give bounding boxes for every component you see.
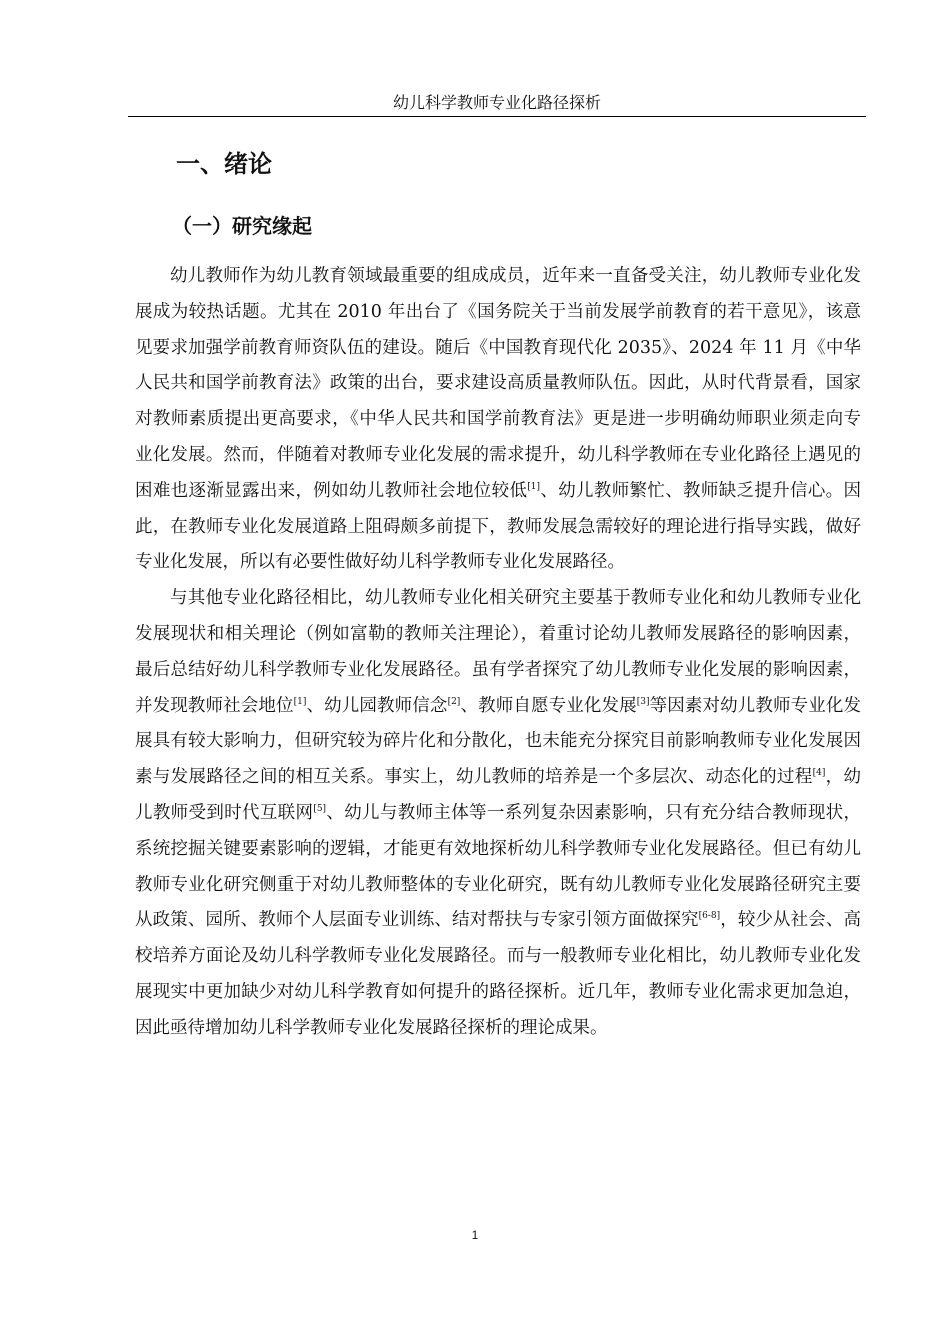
citation-ref: [5] [313,804,327,815]
body-text [135,259,861,1047]
paragraph-text: 与其他专业化路径相比，幼儿教师专业化相关研究主要基于教师专业化和幼儿教师专业化发展现状和相关理论（例如富勒的教师关注理论），着重讨论幼儿教师发展路径的影响因素，最后总结好幼儿科学教师专业化发展路径。虽有学者探究了幼儿教师专业化发展的影响因素，并发现教师社会地位 [135,588,861,716]
paragraph-text: 等因素对幼儿教师专业化发展具有较大影响力，但研究较为碎片化和分散化，也未能充分探究目前影响教师专业化发展因素与发展路径之间的相互关系。事实上，幼儿教师的培养是一个多层次、动态化的过程 [135,695,862,788]
citation-ref: [6-8] [698,911,721,922]
running-header: 幼儿科学教师专业化路径探析 [128,92,866,117]
paragraph-text: 、幼儿与教师主体等一系列复杂因素影响，只有充分结合教师现状，系统挖掘关键要素影响的逻辑，才能更有效地探析幼儿科学教师专业化发展路径。但已有幼儿教师专业化研究侧重于对幼儿教师整体的专业化研究，既有幼儿教师专业化发展路径研究主要从政策、园所、教师个人层面专业训练、结对帮扶与专家引领方面做探究 [135,802,861,931]
citation-ref: [1] [293,696,307,707]
citation-ref: [3] [636,696,650,707]
paragraph-text: 、幼儿园教师信念 [306,695,448,716]
paragraph-text: 、教师自愿专业化发展 [460,695,637,716]
paragraph-text: ，幼儿教师受到时代互联网 [135,767,862,823]
citation-ref: [4] [812,768,826,779]
page-number: 1 [471,1228,479,1242]
paragraph-text: 、幼儿教师繁忙、教师缺乏提升信心。因此，在教师专业化发展道路上阻碍颇多前提下，教师发展急需较好的理论进行指导实践，做好专业化发展，所以有必要性做好幼儿科学教师专业化发展路径。 [135,480,862,573]
paragraph-1 [135,259,861,581]
paragraph-text: 幼儿教师作为幼儿教育领域最重要的组成成员，近年来一直备受关注，幼儿教师专业化发展成为较热话题。尤其在 2010 年出台了《国务院关于当前发展学前教育的若干意见》，该意见要求加强学前教育师资队伍的建设。随后《中国教育现代化 2035》、2024 年 11 月《中华人民共和国学前教育法》政策的出台，要求建设高质量教师队伍。因此，从时代背景看，国家对教师素质提出更高要求，《中华人民共和国学前教育法》更是进一步明确幼师职业须走向专业化发展。然而，伴随着对教师专业化发展的需求提升，幼儿科学教师在专业化路径上遇见的困难也逐渐显露出来，例如幼儿教师社会地位较低 [135,266,861,501]
section-heading: 一、绪论 [176,150,272,178]
paragraph-2 [135,581,861,1046]
citation-ref: [1] [527,481,541,492]
subsection-heading: （一）研究缘起 [172,214,312,238]
citation-ref: [2] [447,696,461,707]
paragraph-text: ，较少从社会、高校培养方面论及幼儿科学教师专业化发展路径。而与一般教师专业化相比，幼儿教师专业化发展现实中更加缺少对幼儿科学教育如何提升的路径探析。近几年，教师专业化需求更加急迫，因此亟待增加幼儿科学教师专业化发展路径探析的理论成果。 [135,910,862,1038]
